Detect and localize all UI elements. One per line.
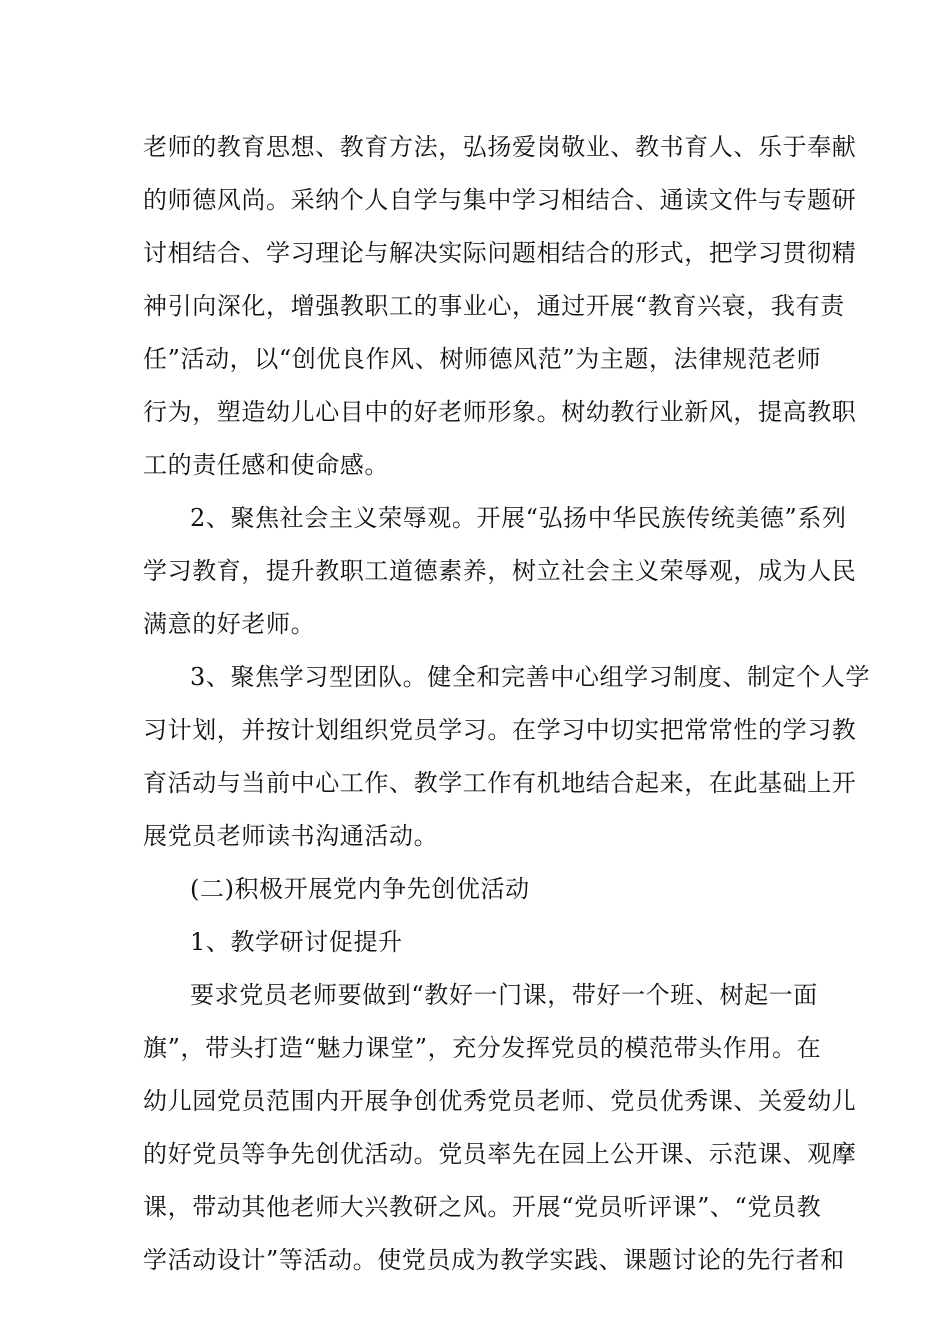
list-item-3-start: 3、聚焦学习型团队。健全和完善中心组学习制度、制定个人学: [190, 663, 871, 691]
text-line: 习计划，并按计划组织党员学习。在学习中切实把常常性的学习教: [143, 716, 857, 744]
text-line: 行为，塑造幼儿心目中的好老师形象。树幼教行业新风，提高教职: [143, 398, 857, 426]
text-line: 学习教育，提升教职工道德素养，树立社会主义荣辱观，成为人民: [143, 557, 857, 585]
section-heading: (二)积极开展党内争先创优活动: [190, 875, 530, 903]
subsection-heading: 1、教学研讨促提升: [190, 928, 403, 956]
text-line: 的好党员等争先创优活动。党员率先在园上公开课、示范课、观摩: [143, 1140, 857, 1168]
text-line: 老师的教育思想、教育方法，弘扬爱岗敬业、教书育人、乐于奉献: [143, 133, 857, 161]
text-line: 讨相结合、学习理论与解决实际问题相结合的形式，把学习贯彻精: [143, 239, 857, 267]
text-line: 神引向深化，增强教职工的事业心，通过开展“教育兴衰，我有责: [143, 292, 845, 320]
text-line: 任”活动，以“创优良作风、树师德风范”为主题，法律规范老师: [143, 345, 822, 373]
text-line: 的师德风尚。采纳个人自学与集中学习相结合、通读文件与专题研: [143, 186, 857, 214]
paragraph-start: 要求党员老师要做到“教好一门课，带好一个班、树起一面: [190, 981, 818, 1009]
text-line: 展党员老师读书沟通活动。: [143, 822, 439, 850]
text-line: 旗”，带头打造“魅力课堂”，充分发挥党员的模范带头作用。在: [143, 1034, 822, 1062]
text-line: 幼儿园党员范围内开展争创优秀党员老师、党员优秀课、关爱幼儿: [143, 1087, 857, 1115]
text-line: 满意的好老师。: [143, 610, 316, 638]
text-line: 学活动设计”等活动。使党员成为教学实践、课题讨论的先行者和: [143, 1246, 845, 1274]
text-line: 课，带动其他老师大兴教研之风。开展“党员听评课”、“党员教: [143, 1193, 822, 1221]
list-item-2-start: 2、聚焦社会主义荣辱观。开展“弘扬中华民族传统美德”系列: [190, 504, 847, 532]
text-line: 育活动与当前中心工作、教学工作有机地结合起来，在此基础上开: [143, 769, 857, 797]
text-line: 工的责任感和使命感。: [143, 451, 389, 479]
